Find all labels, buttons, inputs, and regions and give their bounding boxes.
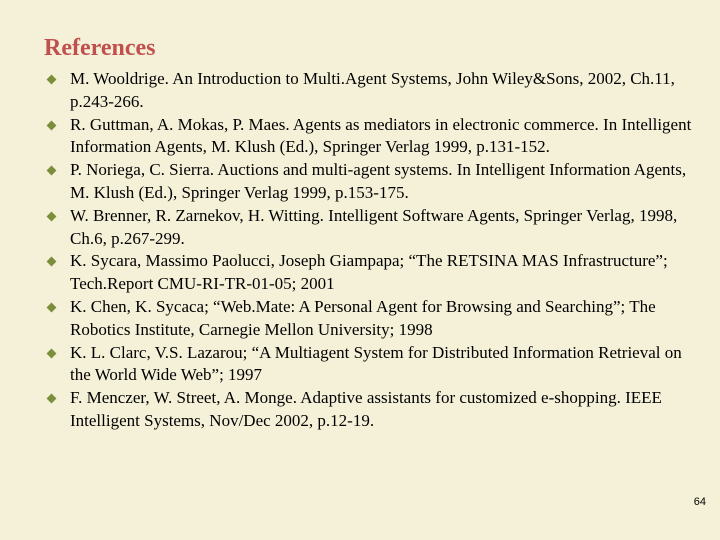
reference-list	[46, 68, 706, 433]
reference-item	[46, 114, 706, 160]
reference-text: P. Noriega, C. Sierra. Auctions and multi-agent systems. In Intelligent Information Agents, M. Klush (Ed.), Springer Verlag 1999, p.153-175.	[70, 160, 687, 202]
diamond-bullet-icon	[47, 166, 57, 176]
reference-text: R. Guttman, A. Mokas, P. Maes. Agents as mediators in electronic commerce. In Intelligent Information Agents, M. Klush (Ed.), Springer Verlag 1999, p.131-152.	[70, 114, 692, 157]
slide-title: References	[44, 35, 156, 61]
reference-text: F. Menczer, W. Street, A. Monge. Adaptive assistants for customized e-shopping. IEEE Intelligent Systems, Nov/Dec 2002, p.12-19.	[70, 388, 662, 430]
reference-text: W. Brenner, R. Zarnekov, H. Witting. Intelligent Software Agents, Springer Verlag, 1998, Ch.6, p.267-299.	[70, 205, 678, 248]
reference-text: K. Chen, K. Sycaca; “Web.Mate: A Personal Agent for Browsing and Searching”; The Robotics Institute, Carnegie Mellon University; 1998	[70, 296, 656, 339]
reference-item	[46, 159, 706, 205]
reference-item	[46, 342, 706, 388]
reference-text: K. L. Clarc, V.S. Lazarou; “A Multiagent System for Distributed Information Retrieval on the World Wide Web”; 1997	[70, 342, 682, 385]
reference-item	[46, 387, 706, 433]
reference-item	[46, 205, 706, 251]
reference-text: K. Sycara, Massimo Paolucci, Joseph Giampapa; “The RETSINA MAS Infrastructure”; Tech.Report CMU-RI-TR-01-05; 2001	[70, 251, 668, 294]
diamond-bullet-icon	[47, 394, 57, 404]
diamond-bullet-icon	[47, 120, 57, 130]
reference-text: M. Wooldrige. An Introduction to Multi.Agent Systems, John Wiley&Sons, 2002, Ch.11, p.243-266.	[70, 69, 675, 111]
reference-item	[46, 68, 706, 114]
reference-item	[46, 250, 706, 296]
diamond-bullet-icon	[47, 348, 57, 358]
diamond-bullet-icon	[47, 75, 57, 85]
page-number: 64	[693, 496, 706, 508]
diamond-bullet-icon	[47, 257, 57, 267]
diamond-bullet-icon	[47, 211, 57, 221]
diamond-bullet-icon	[47, 303, 57, 313]
reference-item	[46, 296, 706, 342]
